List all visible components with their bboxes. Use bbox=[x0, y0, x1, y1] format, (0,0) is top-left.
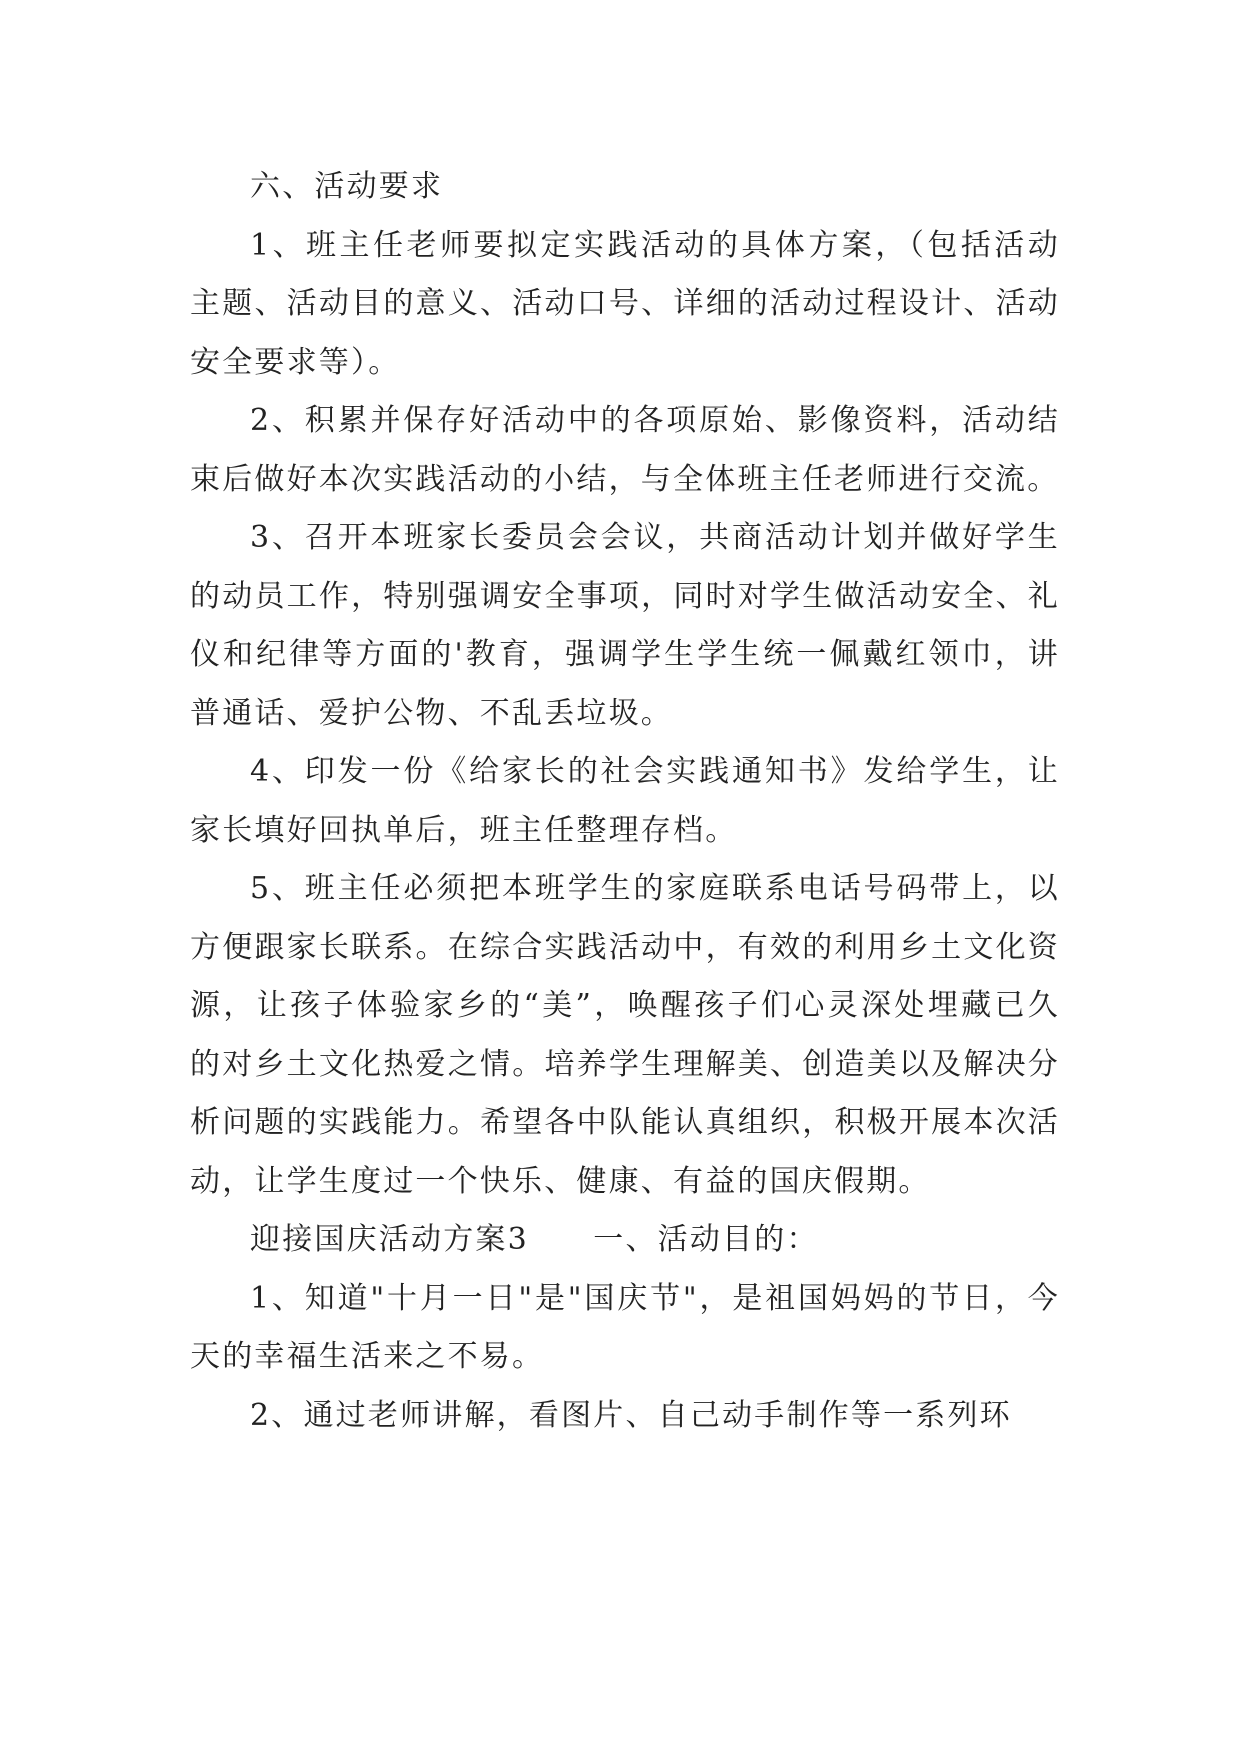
requirement-item-5: 5、班主任必须把本班学生的家庭联系电话号码带上，以方便跟家长联系。在综合实践活动中，有效的利用乡土文化资源，让孩子体验家乡的“美”，唤醒孩子们心灵深处埋藏已久的对乡土文化热爱之情。培养学生理解美、创造美以及解决分析问题的实践能力。希望各中队能认真组织，积极开展本次活动，让学生度过一个快乐、健康、有益的国庆假期。 bbox=[190, 871, 1060, 1199]
objective-item-1: 1、知道"十月一日"是"国庆节"，是祖国妈妈的节日，今天的幸福生活来之不易。 bbox=[190, 1280, 1060, 1374]
requirement-item-1: 1、班主任老师要拟定实践活动的具体方案，（包括活动主题、活动目的意义、活动口号、详细的活动过程设计、活动安全要求等）。 bbox=[190, 227, 1060, 380]
requirement-item-2: 2、积累并保存好活动中的各项原始、影像资料，活动结束后做好本次实践活动的小结，与全体班主任老师进行交流。 bbox=[190, 403, 1060, 497]
objective-item-2: 2、通过老师讲解，看图片、自己动手制作等一系列环 bbox=[250, 1397, 1012, 1433]
document-page bbox=[190, 158, 1060, 1445]
plan-3-heading: 迎接国庆活动方案3 一、活动目的： bbox=[250, 1222, 819, 1257]
requirement-item-4: 4、印发一份《给家长的社会实践通知书》发给学生，让家长填好回执单后，班主任整理存档。 bbox=[190, 754, 1060, 848]
requirement-item-3: 3、召开本班家长委员会会议，共商活动计划并做好学生的动员工作，特别强调安全事项，同时对学生做活动安全、礼仪和纪律等方面的'教育，强调学生学生统一佩戴红领巾，讲普通话、爱护公物、不乱丢垃圾。 bbox=[190, 520, 1060, 731]
section-heading-activity-requirements: 六、活动要求 bbox=[250, 169, 444, 204]
